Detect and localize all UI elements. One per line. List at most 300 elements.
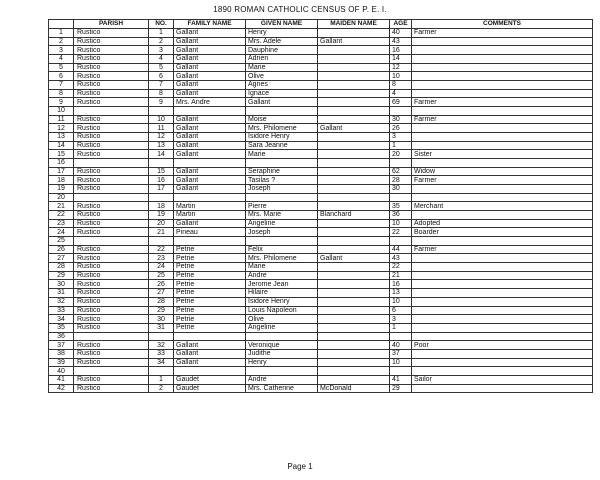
family-name-cell (174, 237, 246, 246)
given-name-cell: Veronique (246, 341, 318, 350)
table-row (49, 167, 593, 176)
col-header-maiden-name: MAIDEN NAME (318, 20, 390, 29)
given-name-cell (246, 159, 318, 168)
row-number: 3 (49, 46, 74, 55)
number-cell (149, 107, 174, 116)
given-name-cell: Felix (246, 245, 318, 254)
number-cell: 16 (149, 176, 174, 185)
given-name-cell: Henry (246, 358, 318, 367)
row-number: 9 (49, 98, 74, 107)
row-number: 16 (49, 159, 74, 168)
maiden-name-cell (318, 176, 390, 185)
family-name-cell: Gallant (174, 55, 246, 64)
family-name-cell: Petrie (174, 323, 246, 332)
table-row (49, 271, 593, 280)
row-number: 20 (49, 193, 74, 202)
row-number: 31 (49, 289, 74, 298)
maiden-name-cell (318, 358, 390, 367)
table-row (49, 306, 593, 315)
parish-cell: Rustico (74, 219, 149, 228)
maiden-name-cell (318, 133, 390, 142)
number-cell: 2 (149, 37, 174, 46)
table-row (49, 367, 593, 376)
row-number: 37 (49, 341, 74, 350)
maiden-name-cell: Blanchard (318, 211, 390, 220)
comments-cell: Sailor (412, 375, 593, 384)
row-number: 10 (49, 107, 74, 116)
number-cell: 10 (149, 115, 174, 124)
comments-cell: Farmer (412, 115, 593, 124)
row-number: 24 (49, 228, 74, 237)
table-row (49, 254, 593, 263)
maiden-name-cell (318, 289, 390, 298)
comments-cell (412, 367, 593, 376)
row-number: 36 (49, 332, 74, 341)
maiden-name-cell (318, 141, 390, 150)
row-number: 4 (49, 55, 74, 64)
row-number: 23 (49, 219, 74, 228)
maiden-name-cell (318, 280, 390, 289)
age-cell: 35 (390, 202, 412, 211)
maiden-name-cell (318, 115, 390, 124)
comments-cell (412, 237, 593, 246)
age-cell: 10 (390, 72, 412, 81)
comments-cell (412, 37, 593, 46)
parish-cell: Rustico (74, 46, 149, 55)
maiden-name-cell (318, 98, 390, 107)
row-number: 26 (49, 245, 74, 254)
table-row (49, 315, 593, 324)
comments-cell (412, 46, 593, 55)
family-name-cell: Gallant (174, 89, 246, 98)
row-number: 25 (49, 237, 74, 246)
comments-cell (412, 263, 593, 272)
col-header-given-name: GIVEN NAME (246, 20, 318, 29)
table-row (49, 375, 593, 384)
age-cell (390, 159, 412, 168)
parish-cell (74, 332, 149, 341)
number-cell: 34 (149, 358, 174, 367)
number-cell: 2 (149, 384, 174, 393)
age-cell: 43 (390, 37, 412, 46)
row-number: 27 (49, 254, 74, 263)
table-row (49, 159, 593, 168)
parish-cell: Rustico (74, 375, 149, 384)
table-row (49, 185, 593, 194)
maiden-name-cell (318, 202, 390, 211)
number-cell: 33 (149, 349, 174, 358)
family-name-cell (174, 107, 246, 116)
maiden-name-cell (318, 315, 390, 324)
parish-cell: Rustico (74, 150, 149, 159)
family-name-cell: Martin (174, 202, 246, 211)
table-row (49, 72, 593, 81)
age-cell: 41 (390, 375, 412, 384)
age-cell: 69 (390, 98, 412, 107)
given-name-cell: Joseph (246, 185, 318, 194)
parish-cell: Rustico (74, 124, 149, 133)
number-cell: 14 (149, 150, 174, 159)
maiden-name-cell (318, 81, 390, 90)
number-cell: 29 (149, 306, 174, 315)
number-cell (149, 159, 174, 168)
maiden-name-cell (318, 297, 390, 306)
given-name-cell: Olive (246, 72, 318, 81)
parish-cell (74, 159, 149, 168)
family-name-cell: Petrie (174, 297, 246, 306)
maiden-name-cell (318, 55, 390, 64)
col-header-parish: PARISH (74, 20, 149, 29)
given-name-cell: Angeline (246, 323, 318, 332)
family-name-cell (174, 193, 246, 202)
comments-cell (412, 289, 593, 298)
parish-cell: Rustico (74, 133, 149, 142)
comments-cell (412, 81, 593, 90)
given-name-cell: Jerome Jean (246, 280, 318, 289)
row-number: 1 (49, 29, 74, 38)
number-cell: 17 (149, 185, 174, 194)
header-row (49, 20, 593, 29)
parish-cell: Rustico (74, 29, 149, 38)
given-name-cell (246, 193, 318, 202)
parish-cell: Rustico (74, 263, 149, 272)
row-number: 32 (49, 297, 74, 306)
parish-cell: Rustico (74, 271, 149, 280)
age-cell: 21 (390, 271, 412, 280)
age-cell (390, 193, 412, 202)
row-number: 8 (49, 89, 74, 98)
number-cell: 6 (149, 72, 174, 81)
age-cell (390, 367, 412, 376)
parish-cell: Rustico (74, 211, 149, 220)
comments-cell (412, 89, 593, 98)
number-cell: 8 (149, 89, 174, 98)
comments-cell (412, 323, 593, 332)
maiden-name-cell (318, 237, 390, 246)
number-cell: 30 (149, 315, 174, 324)
parish-cell (74, 237, 149, 246)
parish-cell (74, 193, 149, 202)
parish-cell (74, 107, 149, 116)
table-row (49, 107, 593, 116)
comments-cell (412, 185, 593, 194)
table-row (49, 55, 593, 64)
parish-cell: Rustico (74, 297, 149, 306)
given-name-cell: Andre (246, 271, 318, 280)
given-name-cell: Judithe (246, 349, 318, 358)
given-name-cell: Marie (246, 150, 318, 159)
number-cell (149, 332, 174, 341)
comments-cell (412, 332, 593, 341)
age-cell: 44 (390, 245, 412, 254)
family-name-cell (174, 159, 246, 168)
age-cell: 1 (390, 141, 412, 150)
comments-cell (412, 358, 593, 367)
maiden-name-cell: Gallant (318, 254, 390, 263)
number-cell: 21 (149, 228, 174, 237)
comments-cell (412, 72, 593, 81)
table-row (49, 280, 593, 289)
parish-cell: Rustico (74, 254, 149, 263)
family-name-cell: Gallant (174, 81, 246, 90)
maiden-name-cell (318, 29, 390, 38)
given-name-cell: Hilaire (246, 289, 318, 298)
table-row (49, 358, 593, 367)
given-name-cell: Louis Napoleon (246, 306, 318, 315)
number-cell: 26 (149, 280, 174, 289)
family-name-cell: Pineau (174, 228, 246, 237)
table-row (49, 150, 593, 159)
age-cell: 16 (390, 46, 412, 55)
maiden-name-cell (318, 271, 390, 280)
comments-cell: Boarder (412, 228, 593, 237)
number-cell: 9 (149, 98, 174, 107)
maiden-name-cell (318, 167, 390, 176)
age-cell: 22 (390, 263, 412, 272)
number-cell: 19 (149, 211, 174, 220)
maiden-name-cell (318, 219, 390, 228)
given-name-cell: Mrs. Catherine (246, 384, 318, 393)
comments-cell (412, 133, 593, 142)
comments-cell (412, 297, 593, 306)
number-cell: 31 (149, 323, 174, 332)
comments-cell: Widow (412, 167, 593, 176)
table-row (49, 193, 593, 202)
table-row (49, 89, 593, 98)
row-number: 17 (49, 167, 74, 176)
age-cell: 62 (390, 167, 412, 176)
age-cell: 43 (390, 254, 412, 263)
given-name-cell: Gallant (246, 98, 318, 107)
number-cell: 12 (149, 133, 174, 142)
table-row (49, 263, 593, 272)
given-name-cell: Pierre (246, 202, 318, 211)
parish-cell: Rustico (74, 63, 149, 72)
table-row (49, 115, 593, 124)
family-name-cell: Gallant (174, 349, 246, 358)
given-name-cell: Olive (246, 315, 318, 324)
maiden-name-cell (318, 89, 390, 98)
maiden-name-cell (318, 323, 390, 332)
maiden-name-cell (318, 150, 390, 159)
row-number: 2 (49, 37, 74, 46)
row-number: 11 (49, 115, 74, 124)
number-cell: 1 (149, 375, 174, 384)
maiden-name-cell (318, 349, 390, 358)
number-cell: 3 (149, 46, 174, 55)
parish-cell: Rustico (74, 141, 149, 150)
table-row (49, 63, 593, 72)
maiden-name-cell (318, 63, 390, 72)
number-cell: 22 (149, 245, 174, 254)
comments-cell (412, 63, 593, 72)
row-number: 19 (49, 185, 74, 194)
row-number: 13 (49, 133, 74, 142)
family-name-cell: Mrs. Andre (174, 98, 246, 107)
comments-cell: Sister (412, 150, 593, 159)
table-row (49, 141, 593, 150)
age-cell: 22 (390, 228, 412, 237)
table-row (49, 289, 593, 298)
parish-cell: Rustico (74, 37, 149, 46)
family-name-cell: Gallant (174, 29, 246, 38)
family-name-cell: Petrie (174, 263, 246, 272)
number-cell (149, 367, 174, 376)
given-name-cell: Andre (246, 375, 318, 384)
parish-cell: Rustico (74, 98, 149, 107)
row-number: 42 (49, 384, 74, 393)
number-cell (149, 193, 174, 202)
parish-cell: Rustico (74, 185, 149, 194)
number-cell: 20 (149, 219, 174, 228)
table-row (49, 98, 593, 107)
comments-cell (412, 159, 593, 168)
parish-cell: Rustico (74, 323, 149, 332)
row-number: 14 (49, 141, 74, 150)
age-cell: 3 (390, 315, 412, 324)
table-row (49, 81, 593, 90)
number-cell: 32 (149, 341, 174, 350)
number-cell: 28 (149, 297, 174, 306)
number-cell: 4 (149, 55, 174, 64)
given-name-cell: Moise (246, 115, 318, 124)
age-cell: 12 (390, 63, 412, 72)
maiden-name-cell (318, 332, 390, 341)
family-name-cell: Gallant (174, 167, 246, 176)
census-table (48, 19, 593, 393)
age-cell: 10 (390, 219, 412, 228)
number-cell: 1 (149, 29, 174, 38)
family-name-cell (174, 367, 246, 376)
family-name-cell: Gaudet (174, 384, 246, 393)
given-name-cell (246, 237, 318, 246)
maiden-name-cell (318, 159, 390, 168)
census-body (49, 29, 593, 393)
age-cell: 37 (390, 349, 412, 358)
age-cell: 6 (390, 306, 412, 315)
row-number: 29 (49, 271, 74, 280)
maiden-name-cell (318, 46, 390, 55)
table-row (49, 349, 593, 358)
table-row (49, 176, 593, 185)
table-row (49, 133, 593, 142)
age-cell: 8 (390, 81, 412, 90)
age-cell: 40 (390, 29, 412, 38)
maiden-name-cell (318, 375, 390, 384)
family-name-cell: Gallant (174, 185, 246, 194)
age-cell (390, 237, 412, 246)
page-number: Page 1 (287, 462, 313, 471)
family-name-cell: Gallant (174, 358, 246, 367)
family-name-cell: Gallant (174, 124, 246, 133)
maiden-name-cell (318, 306, 390, 315)
comments-cell: Farmer (412, 29, 593, 38)
row-number: 5 (49, 63, 74, 72)
comments-cell (412, 55, 593, 64)
parish-cell: Rustico (74, 349, 149, 358)
comments-cell (412, 211, 593, 220)
family-name-cell: Petrie (174, 254, 246, 263)
age-cell: 10 (390, 297, 412, 306)
age-cell: 29 (390, 384, 412, 393)
comments-cell (412, 306, 593, 315)
age-cell: 20 (390, 150, 412, 159)
age-cell: 40 (390, 341, 412, 350)
comments-cell (412, 271, 593, 280)
family-name-cell: Gallant (174, 63, 246, 72)
maiden-name-cell (318, 185, 390, 194)
maiden-name-cell (318, 228, 390, 237)
age-cell: 4 (390, 89, 412, 98)
number-cell (149, 237, 174, 246)
age-cell: 28 (390, 176, 412, 185)
age-cell: 30 (390, 185, 412, 194)
family-name-cell: Gallant (174, 46, 246, 55)
age-cell: 10 (390, 358, 412, 367)
comments-cell (412, 349, 593, 358)
comments-cell: Farmer (412, 176, 593, 185)
maiden-name-cell (318, 341, 390, 350)
family-name-cell: Gallant (174, 219, 246, 228)
given-name-cell: Tasilas ? (246, 176, 318, 185)
family-name-cell: Petrie (174, 245, 246, 254)
given-name-cell (246, 332, 318, 341)
given-name-cell: Ignace (246, 89, 318, 98)
family-name-cell: Petrie (174, 280, 246, 289)
row-number: 35 (49, 323, 74, 332)
age-cell: 1 (390, 323, 412, 332)
row-number: 40 (49, 367, 74, 376)
table-row (49, 323, 593, 332)
family-name-cell: Petrie (174, 289, 246, 298)
given-name-cell (246, 367, 318, 376)
family-name-cell: Martin (174, 211, 246, 220)
given-name-cell: Mrs. Philomene (246, 254, 318, 263)
row-number: 15 (49, 150, 74, 159)
family-name-cell: Gallant (174, 37, 246, 46)
given-name-cell: Mrs. Marie (246, 211, 318, 220)
parish-cell: Rustico (74, 228, 149, 237)
number-cell: 18 (149, 202, 174, 211)
parish-cell: Rustico (74, 89, 149, 98)
parish-cell: Rustico (74, 289, 149, 298)
table-row (49, 237, 593, 246)
number-cell: 27 (149, 289, 174, 298)
given-name-cell: Mrs. Adele (246, 37, 318, 46)
row-number: 18 (49, 176, 74, 185)
maiden-name-cell: Gallant (318, 37, 390, 46)
col-header-age: AGE (390, 20, 412, 29)
family-name-cell: Gallant (174, 176, 246, 185)
comments-cell (412, 193, 593, 202)
age-cell (390, 332, 412, 341)
parish-cell: Rustico (74, 202, 149, 211)
table-row (49, 219, 593, 228)
number-cell: 5 (149, 63, 174, 72)
parish-cell (74, 367, 149, 376)
given-name-cell: Henry (246, 29, 318, 38)
maiden-name-cell (318, 107, 390, 116)
family-name-cell: Gallant (174, 133, 246, 142)
given-name-cell: Isidore Henry (246, 297, 318, 306)
table-row (49, 202, 593, 211)
family-name-cell (174, 332, 246, 341)
comments-cell (412, 254, 593, 263)
row-number: 7 (49, 81, 74, 90)
comments-cell: Merchant (412, 202, 593, 211)
number-cell: 24 (149, 263, 174, 272)
maiden-name-cell: Gallant (318, 124, 390, 133)
